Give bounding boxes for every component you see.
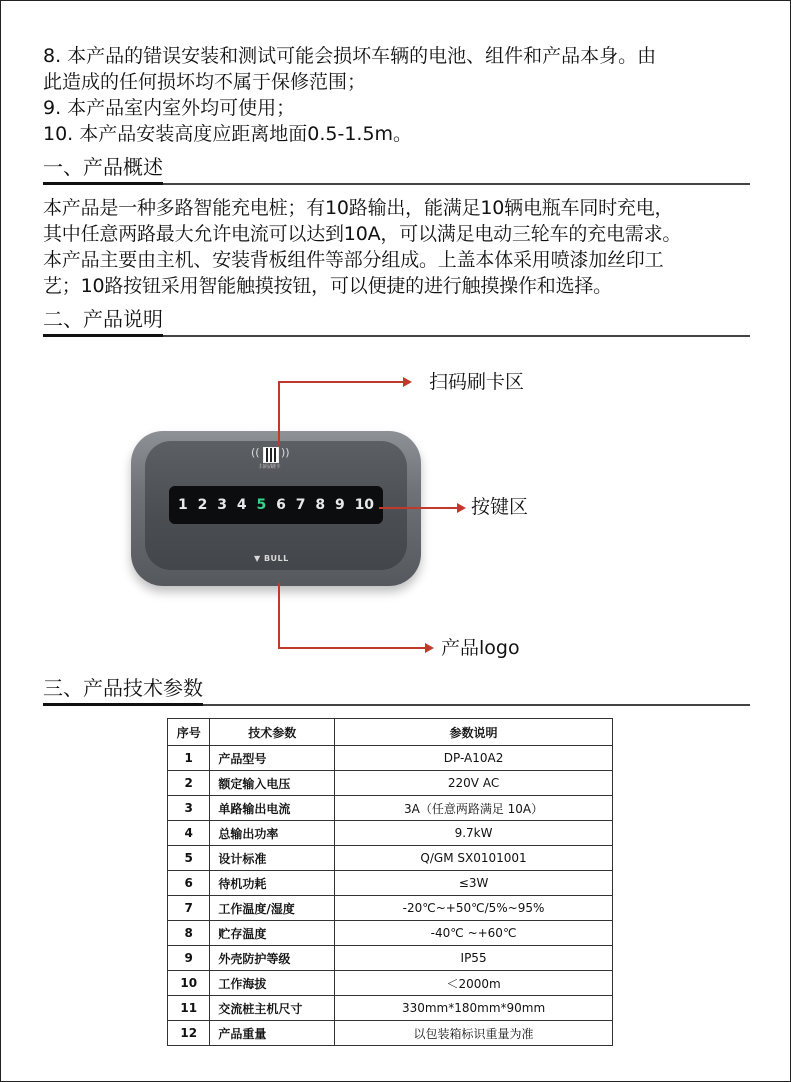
row-desc: IP55 bbox=[335, 946, 613, 971]
row-number: 10 bbox=[168, 971, 210, 996]
table-row bbox=[168, 796, 613, 821]
row-desc: 9.7kW bbox=[335, 821, 613, 846]
row-param: 工作温度/湿度 bbox=[210, 896, 335, 921]
row-param: 工作海拔 bbox=[210, 971, 335, 996]
note-8-line-1: 8. 本产品的错误安装和测试可能会损坏车辆的电池、组件和产品本身。由 bbox=[43, 45, 657, 67]
table-row bbox=[168, 871, 613, 896]
qr-caption: 扫码/刷卡 bbox=[259, 464, 281, 470]
row-desc: ＜2000m bbox=[335, 971, 613, 996]
row-desc: 以包装箱标识重量为准 bbox=[335, 1021, 613, 1046]
key-7: 7 bbox=[295, 497, 306, 513]
header-desc: 参数说明 bbox=[335, 719, 613, 746]
key-10: 10 bbox=[354, 497, 375, 513]
spec-table bbox=[167, 718, 613, 1046]
row-param: 待机功耗 bbox=[210, 871, 335, 896]
key-3: 3 bbox=[217, 497, 227, 513]
keys-callout-line bbox=[379, 507, 459, 509]
table-row bbox=[168, 746, 613, 771]
row-param: 产品型号 bbox=[210, 746, 335, 771]
key-8: 8 bbox=[315, 497, 326, 513]
table-row bbox=[168, 921, 613, 946]
table-header-row bbox=[168, 719, 613, 746]
table-row bbox=[168, 1021, 613, 1046]
key-9: 9 bbox=[334, 497, 345, 513]
row-desc: DP-A10A2 bbox=[335, 746, 613, 771]
overview-line-2: 其中任意两路最大允许电流可以达到10A，可以满足电动三轮车的充电需求。 bbox=[43, 223, 682, 245]
table-row bbox=[168, 771, 613, 796]
row-number: 8 bbox=[168, 921, 210, 946]
row-param: 产品重量 bbox=[210, 1021, 335, 1046]
row-number: 3 bbox=[168, 796, 210, 821]
table-row bbox=[168, 821, 613, 846]
header-param: 技术参数 bbox=[210, 719, 335, 746]
key-5: 5 bbox=[256, 497, 267, 513]
logo-callout-arrow-icon bbox=[425, 643, 434, 653]
keypad bbox=[169, 486, 383, 524]
scan-callout-arrow-icon bbox=[403, 377, 412, 387]
qr-code-icon bbox=[263, 447, 279, 463]
note-10: 10. 本产品安装高度应距离地面0.5-1.5m。 bbox=[43, 123, 413, 145]
section-2-title: 二、产品说明 bbox=[43, 307, 163, 337]
note-9: 9. 本产品室内室外均可使用； bbox=[43, 97, 296, 119]
overview-line-3: 本产品主要由主机、安装背板组件等部分组成。上盖本体采用喷漆加丝印工 bbox=[43, 249, 664, 271]
row-desc: 330mm*180mm*90mm bbox=[335, 996, 613, 1021]
table-row bbox=[168, 996, 613, 1021]
charger-device-image bbox=[131, 431, 421, 586]
nfc-wave-right-icon: )) bbox=[281, 446, 290, 459]
section-3-heading bbox=[43, 674, 750, 706]
note-8-line-2: 此造成的任何损坏均不属于保修范围； bbox=[43, 71, 367, 93]
row-number: 12 bbox=[168, 1021, 210, 1046]
row-number: 2 bbox=[168, 771, 210, 796]
row-param: 贮存温度 bbox=[210, 921, 335, 946]
table-row bbox=[168, 946, 613, 971]
scan-callout-vertical-line bbox=[278, 381, 280, 446]
row-number: 7 bbox=[168, 896, 210, 921]
key-6: 6 bbox=[276, 497, 286, 513]
row-desc: ≤3W bbox=[335, 871, 613, 896]
key-2: 2 bbox=[197, 497, 208, 513]
header-no: 序号 bbox=[168, 719, 210, 746]
keys-callout-arrow-icon bbox=[457, 503, 466, 513]
row-param: 外壳防护等级 bbox=[210, 946, 335, 971]
section-2-heading bbox=[43, 305, 750, 337]
overview-line-4: 艺；10路按钮采用智能触摸按钮，可以便捷的进行触摸操作和选择。 bbox=[43, 275, 612, 297]
row-number: 6 bbox=[168, 871, 210, 896]
table-row bbox=[168, 896, 613, 921]
scan-area-label: 扫码刷卡区 bbox=[429, 371, 525, 393]
row-desc: -20℃~+50℃/5%~95% bbox=[335, 896, 613, 921]
logo-callout-vertical-line bbox=[278, 583, 280, 649]
row-number: 1 bbox=[168, 746, 210, 771]
row-desc: 3A（任意两路满足 10A） bbox=[335, 796, 613, 821]
key-1: 1 bbox=[177, 497, 188, 513]
nfc-wave-left-icon: (( bbox=[251, 446, 260, 459]
table-row bbox=[168, 846, 613, 871]
row-param: 单路输出电流 bbox=[210, 796, 335, 821]
keys-area-label: 按键区 bbox=[471, 496, 529, 518]
brand-logo: ▼ BULL bbox=[254, 554, 289, 563]
brand-name: BULL bbox=[263, 554, 289, 563]
row-number: 11 bbox=[168, 996, 210, 1021]
row-desc: -40℃ ~+60℃ bbox=[335, 921, 613, 946]
table-body bbox=[168, 746, 613, 1046]
section-1-heading bbox=[43, 153, 750, 185]
table-row bbox=[168, 971, 613, 996]
row-param: 总输出功率 bbox=[210, 821, 335, 846]
row-number: 5 bbox=[168, 846, 210, 871]
scan-callout-horizontal-line bbox=[278, 381, 403, 383]
row-number: 9 bbox=[168, 946, 210, 971]
logo-area-label: 产品logo bbox=[441, 637, 520, 659]
row-desc: 220V AC bbox=[335, 771, 613, 796]
row-param: 额定输入电压 bbox=[210, 771, 335, 796]
section-1-title: 一、产品概述 bbox=[43, 155, 163, 185]
logo-callout-horizontal-line bbox=[278, 647, 426, 649]
row-param: 交流桩主机尺寸 bbox=[210, 996, 335, 1021]
row-number: 4 bbox=[168, 821, 210, 846]
section-3-title: 三、产品技术参数 bbox=[43, 676, 203, 706]
row-param: 设计标准 bbox=[210, 846, 335, 871]
key-4: 4 bbox=[236, 497, 247, 513]
overview-line-1: 本产品是一种多路智能充电桩；有10路输出，能满足10辆电瓶车同时充电， bbox=[43, 197, 674, 219]
row-desc: Q/GM SX0101001 bbox=[335, 846, 613, 871]
